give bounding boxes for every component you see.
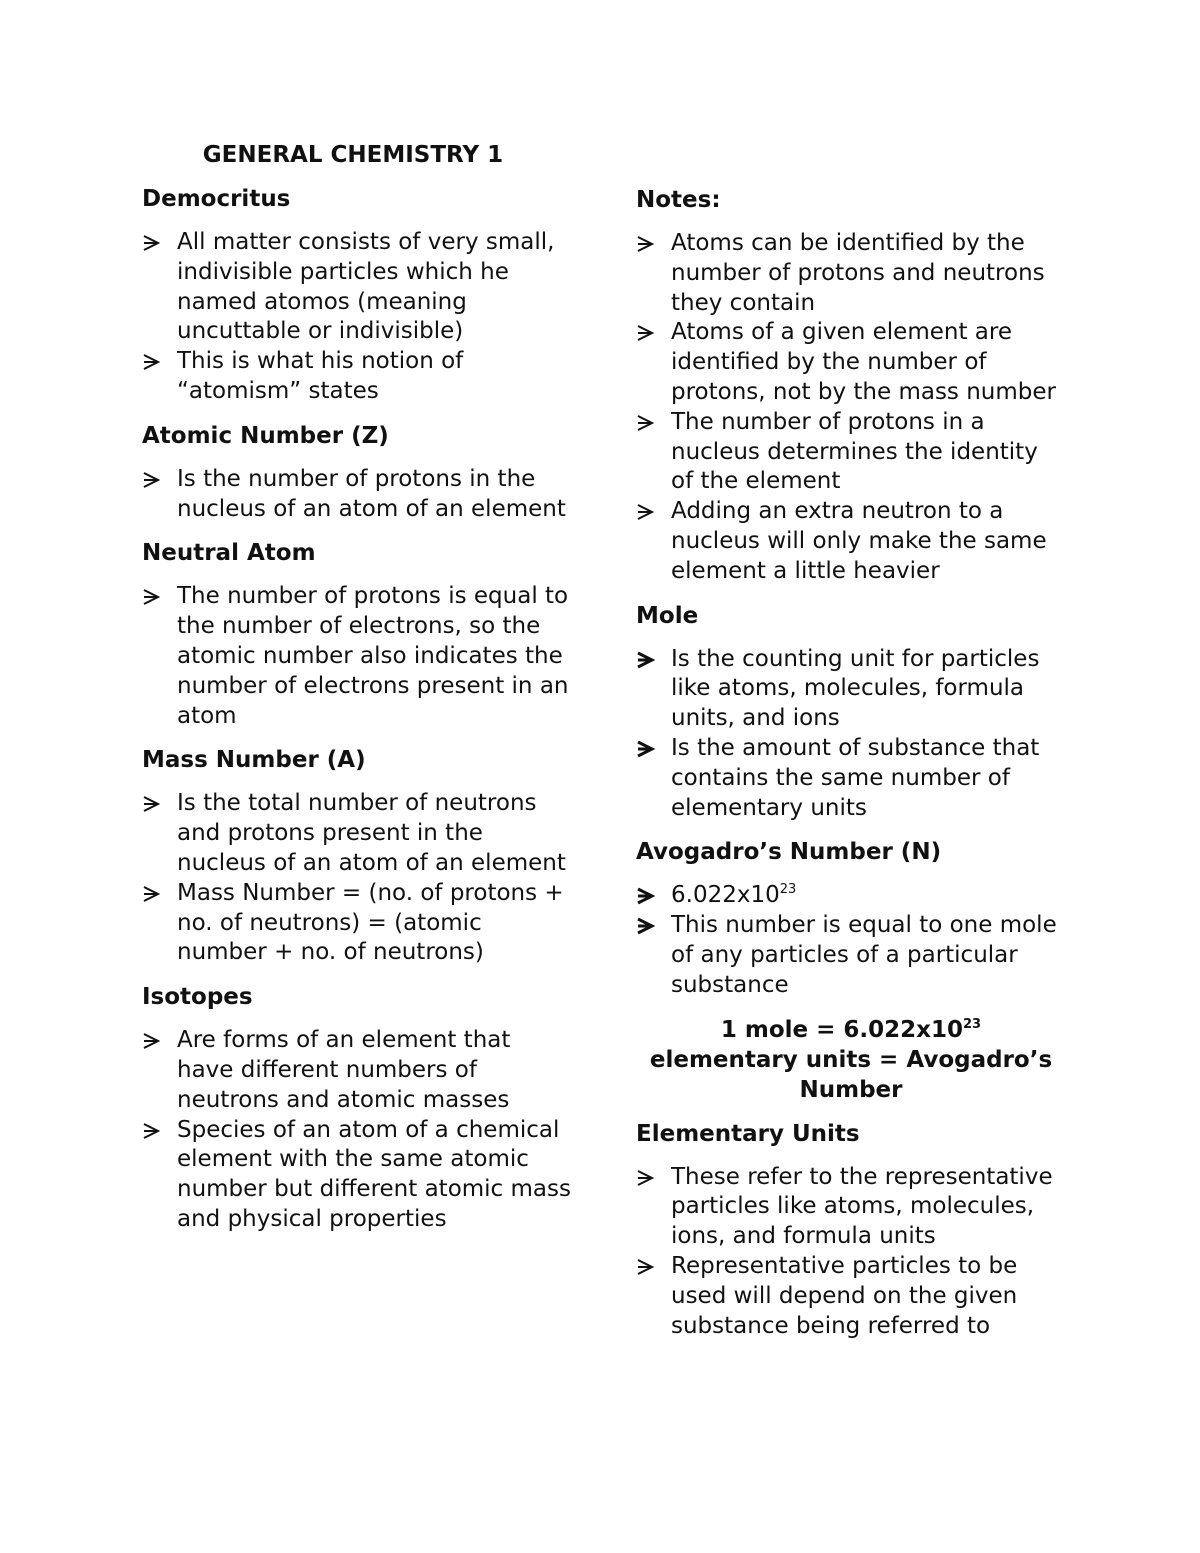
arrow-bullet-icon [636,318,656,348]
heading-notes: Notes: [636,187,721,213]
avogadro-value: $6.022x10^{23}$ [671,882,797,909]
list-item: Is the number of protons in the nucleus of an atom of an element [142,465,572,525]
mole-equation: 1 mole = $6.022x10^{23}$ elementary units = Avogadro’s Number [649,1016,1053,1103]
democritus-list [142,228,572,407]
arrow-bullet-icon [142,789,162,819]
avogadro-list [636,881,1066,1000]
page-title: GENERAL CHEMISTRY 1 [202,142,504,168]
mole-list [636,645,1066,824]
arrow-bullet-icon [636,408,656,438]
arrow-bullet-icon [142,228,162,258]
arrow-bullet-icon [142,465,162,495]
arrow-bullet-icon [636,497,656,527]
arrow-bullet-icon [636,734,656,764]
list-item: Are forms of an element that have different numbers of neutrons and atomic masses [142,1026,572,1115]
arrow-bullet-icon [636,645,656,675]
heading-avogadro: Avogadro’s Number (N) [636,839,942,866]
heading-elementary-units: Elementary Units [636,1120,860,1147]
list-item [636,881,1066,911]
isotopes-list [142,1026,572,1235]
list-item: This number is equal to one mole of any particles of a particular substance [636,911,1066,1000]
heading-neutral-atom: Neutral Atom [142,540,316,567]
arrow-bullet-icon [636,881,656,911]
right-column [636,140,1066,1355]
arrow-bullet-icon [142,879,162,909]
list-item: Atoms of a given element are identified by the number of protons, not by the mass number [636,318,1066,407]
list-item: Adding an extra neutron to a nucleus will only make the same element a little heavier [636,497,1066,586]
left-column [142,140,572,1249]
notes-list [636,229,1066,587]
heading-mass-number: Mass Number (A) [142,747,366,774]
list-item: This is what his notion of “atomism” states [142,347,572,407]
heading-democritus: Democritus [142,186,291,212]
list-item: These refer to the representative particles like atoms, molecules, ions, and formula units [636,1163,1066,1252]
list-item: Atoms can be identified by the number of protons and neutrons they contain [636,229,1066,318]
atomic-number-list [142,465,572,525]
list-item: Is the total number of neutrons and protons present in the nucleus of an atom of an element [142,789,572,878]
arrow-bullet-icon [636,911,656,941]
list-item: Representative particles to be used will depend on the given substance being referred to [636,1252,1066,1341]
list-item: Species of an atom of a chemical element with the same atomic number but different atomic mass and physical properties [142,1116,572,1235]
arrow-bullet-icon [636,1163,656,1193]
arrow-bullet-icon [142,347,162,377]
arrow-bullet-icon [636,1252,656,1282]
list-item: Is the amount of substance that contains the same number of elementary units [636,734,1066,823]
heading-isotopes: Isotopes [142,984,253,1011]
mass-number-list [142,789,572,968]
list-item: Is the counting unit for particles like atoms, molecules, formula units, and ions [636,645,1066,734]
arrow-bullet-icon [142,1026,162,1056]
list-item: The number of protons in a nucleus determines the identity of the element [636,408,1066,497]
heading-mole: Mole [636,602,699,629]
list-item: Mass Number = (no. of protons + no. of neutrons) = (atomic number + no. of neutrons) [142,879,572,968]
arrow-bullet-icon [142,582,162,612]
arrow-bullet-icon [636,229,656,259]
list-item: The number of protons is equal to the number of electrons, so the atomic number also indicates the number of electrons present in an atom [142,582,572,731]
arrow-bullet-icon [142,1116,162,1146]
neutral-atom-list [142,582,572,731]
elementary-units-list [636,1163,1066,1342]
heading-atomic-number: Atomic Number (Z) [142,422,389,449]
list-item: All matter consists of very small, indivisible particles which he named atomos (meaning uncuttable or indivisible) [142,228,572,347]
